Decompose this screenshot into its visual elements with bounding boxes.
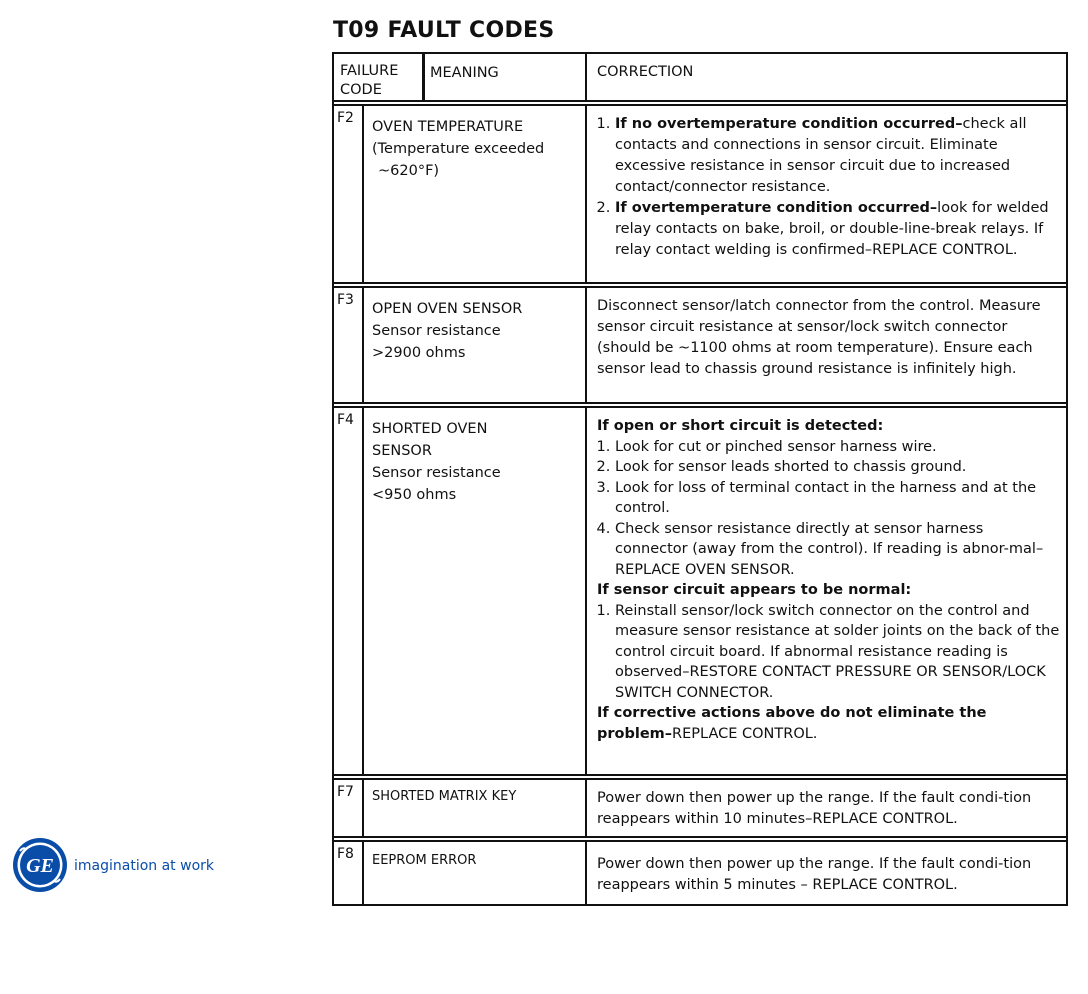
meaning-line: >2900 ohms bbox=[372, 345, 466, 361]
meaning-line: EEPROM ERROR bbox=[372, 853, 477, 868]
meaning-line: OVEN TEMPERATURE bbox=[372, 119, 524, 135]
fault-correction bbox=[587, 106, 1066, 282]
header-failure-code: FAILURE CODE bbox=[340, 63, 399, 98]
meaning-line: SHORTED MATRIX KEY bbox=[372, 789, 517, 804]
correction-final: If corrective actions above do not eliminate the problem–REPLACE CONTROL. bbox=[597, 705, 987, 742]
meaning-line: (Temperature exceeded bbox=[372, 141, 545, 157]
meaning-line: Sensor resistance bbox=[372, 323, 501, 339]
correction-heading: If open or short circuit is detected: bbox=[597, 418, 884, 434]
tagline: imagination at work bbox=[74, 858, 214, 874]
fault-correction: Disconnect sensor/latch connector from the control. Measure sensor circuit resistance at sensor/lock switch connector (should be ~1100 ohms at room temperature). Ensure each sensor lead to chassis ground resistance is infinitely high. bbox=[597, 298, 1041, 377]
fault-code: F3 bbox=[334, 288, 364, 402]
table-header-row bbox=[334, 54, 1066, 100]
fault-meaning bbox=[364, 780, 587, 836]
meaning-line: SENSOR bbox=[372, 443, 432, 459]
meaning-line: <950 ohms bbox=[372, 487, 457, 503]
correction-step: 2. Look for sensor leads shorted to chassis ground. bbox=[615, 457, 1060, 478]
correction-step: 1. If no overtemperature condition occurred–check all contacts and connections in sensor circuit. Eliminate excessive resistance in sensor circuit due to increased contact/connector resistance. bbox=[615, 114, 1060, 198]
fault-code: F2 bbox=[334, 106, 364, 282]
fault-code: F4 bbox=[334, 408, 364, 774]
meaning-line: ~620°F) bbox=[378, 163, 440, 179]
ge-logo-icon bbox=[12, 837, 68, 893]
header-correction: CORRECTION bbox=[597, 64, 694, 80]
page-title: T09 FAULT CODES bbox=[333, 18, 555, 43]
fault-meaning bbox=[364, 408, 587, 774]
fault-meaning bbox=[364, 842, 587, 904]
fault-correction: Power down then power up the range. If the fault condi-tion reappears within 10 minutes–REPLACE CONTROL. bbox=[597, 790, 1032, 827]
fault-correction: Power down then power up the range. If the fault condi-tion reappears within 5 minutes – REPLACE CONTROL. bbox=[597, 856, 1032, 893]
meaning-line: OPEN OVEN SENSOR bbox=[372, 301, 523, 317]
correction-step: 3. Look for loss of terminal contact in the harness and at the control. bbox=[615, 478, 1060, 519]
correction-heading: If sensor circuit appears to be normal: bbox=[597, 582, 912, 598]
correction-step: 4. Check sensor resistance directly at sensor harness connector (away from the control). If reading is abnor-mal–REPLACE OVEN SENSOR. bbox=[615, 519, 1060, 581]
fault-code: F7 bbox=[334, 780, 364, 836]
correction-step: 1. Look for cut or pinched sensor harness wire. bbox=[615, 437, 1060, 458]
table-row-f7 bbox=[334, 780, 1066, 836]
correction-step: 1. Reinstall sensor/lock switch connector on the control and measure sensor resistance at solder joints on the back of the control circuit board. If abnormal resistance reading is observed–RESTORE CONTACT PRESSURE OR SENSOR/LOCK SWITCH CONNECTOR. bbox=[615, 601, 1060, 704]
fault-meaning bbox=[364, 288, 587, 402]
meaning-line: Sensor resistance bbox=[372, 465, 501, 481]
fault-correction bbox=[587, 408, 1066, 774]
header-meaning: MEANING bbox=[424, 54, 587, 100]
meaning-line: SHORTED OVEN bbox=[372, 421, 488, 437]
fault-code-table bbox=[332, 52, 1068, 906]
table-row-f8 bbox=[334, 842, 1066, 904]
correction-step: 2. If overtemperature condition occurred–look for welded relay contacts on bake, broil, or double-line-break relays. If relay contact welding is confirmed–REPLACE CONTROL. bbox=[615, 198, 1060, 261]
table-row-f3 bbox=[334, 288, 1066, 402]
fault-code: F8 bbox=[334, 842, 364, 904]
fault-meaning bbox=[364, 106, 587, 282]
logo-text: GE bbox=[26, 855, 54, 877]
table-row-f2 bbox=[334, 106, 1066, 282]
table-row-f4 bbox=[334, 408, 1066, 774]
